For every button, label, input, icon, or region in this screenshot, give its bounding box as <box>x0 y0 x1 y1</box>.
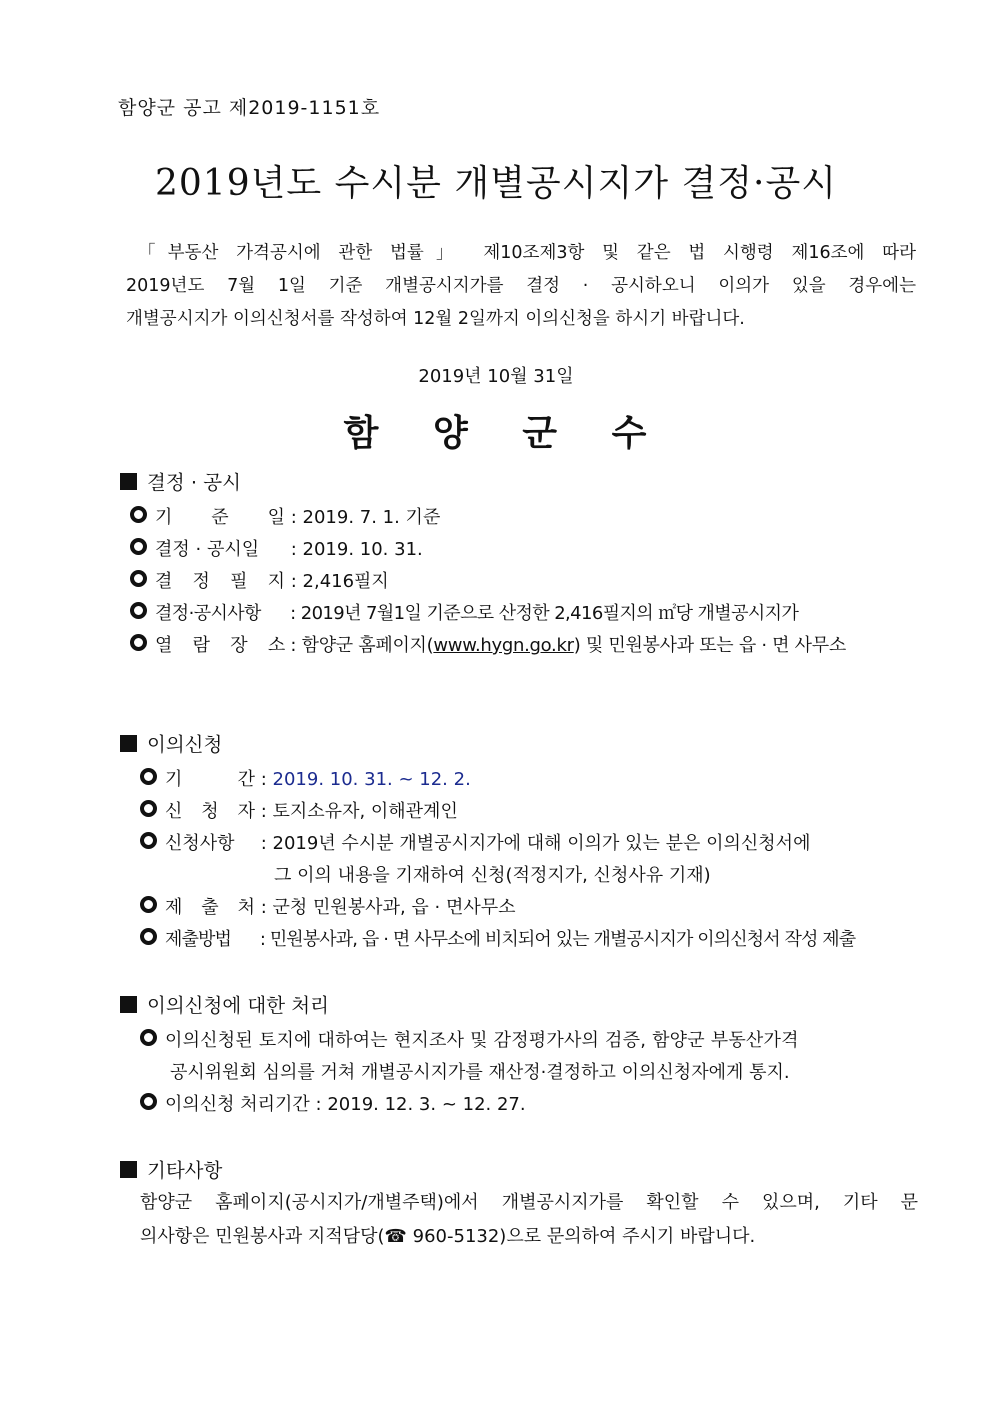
item-label: 제 출 처 <box>165 897 255 918</box>
paragraph-line: 함양군 홈페이지(공시지가/개별주택)에서 개별공시지가를 확인할 수 있으며, 기타 문 <box>140 1192 918 1213</box>
circle-bullet-icon <box>130 602 147 619</box>
section-heading-text: 기타사항 <box>147 1159 223 1182</box>
item-label: 제출방법 <box>165 929 231 950</box>
list-item: 열 람 장 소 : 함양군 홈페이지(www.hygn.go.kr) 및 민원봉사과 또는 읍 · 면 사무소 <box>130 631 846 657</box>
item-value-suffix: ) 및 민원봉사과 또는 읍 · 면 사무소 <box>573 635 846 656</box>
square-bullet-icon <box>120 735 137 752</box>
item-label: 결정 · 공시일 <box>155 539 260 560</box>
item-value: 2019. 7. 1. 기준 <box>302 507 441 528</box>
circle-bullet-icon <box>140 832 157 849</box>
item-value: 민원봉사과, 읍 · 면 사무소에 비치되어 있는 개별공시지가 이의신청서 작성 제출 <box>269 929 856 950</box>
list-item <box>140 1026 920 1052</box>
announcement-date: 2019년 10월 31일 <box>418 366 574 387</box>
circle-bullet-icon <box>140 928 157 945</box>
item-text-continuation: 공시위원회 심의를 거쳐 개별공시지가를 재산정·결정하고 이의신청자에게 통지. <box>170 1062 790 1083</box>
item-label: 기 간 <box>165 769 255 790</box>
page-title: 2019년도 수시분 개별공시지가 결정·공시 <box>154 163 838 204</box>
item-value: 토지소유자, 이해관계인 <box>272 801 458 822</box>
list-item: 결정 · 공시일 : 2019. 10. 31. <box>130 535 423 561</box>
item-text: 이의신청된 토지에 대하여는 현지조사 및 감정평가사의 검증, 함양군 부동산가격 <box>165 1030 799 1051</box>
list-item: 기 준 일 : 2019. 7. 1. 기준 <box>130 503 440 529</box>
intro-paragraph <box>126 237 916 336</box>
circle-bullet-icon <box>140 896 157 913</box>
intro-line: 개별공시지가 이의신청서를 작성하여 12월 2일까지 이의신청을 하시기 바랍니다. <box>126 309 745 329</box>
list-item: 결정·공시사항 : 2019년 7월1일 기준으로 산정한 2,416필지의 ㎡당 개별공시지가 <box>130 599 798 625</box>
item-value: 군청 민원봉사과, 읍 · 면사무소 <box>272 897 516 918</box>
item-value: 2019. 10. 31. ~ 12. 2. <box>272 769 471 790</box>
circle-bullet-icon <box>140 800 157 817</box>
signer: 함 양 군 수 <box>343 413 649 454</box>
circle-bullet-icon <box>130 570 147 587</box>
square-bullet-icon <box>120 1161 137 1178</box>
circle-bullet-icon <box>140 768 157 785</box>
item-value: 2019. 10. 31. <box>302 539 423 560</box>
homepage-link[interactable]: www.hygn.go.kr <box>433 635 574 656</box>
item-value-prefix: 함양군 홈페이지( <box>301 635 434 656</box>
list-item: 신청사항 : 2019년 수시분 개별공시지가에 대해 이의가 있는 분은 이의신청서에 <box>140 829 810 855</box>
section-heading-text: 이의신청 <box>147 733 223 756</box>
item-value-continuation: 그 이의 내용을 기재하여 신청(적정지가, 신청사유 기재) <box>274 865 711 886</box>
list-item <box>140 1090 526 1116</box>
list-item: 기 간 : 2019. 10. 31. ~ 12. 2. <box>140 765 471 791</box>
intro-line: 「부동산 가격공시에 관한 법률」 제10조제3항 및 같은 법 시행령 제16조에 따라 <box>138 243 916 263</box>
intro-line: 2019년도 7월 1일 기준 개별공시지가를 결정 · 공시하오니 이의가 있을 경우에는 <box>126 276 916 296</box>
section-heading-text: 이의신청에 대한 처리 <box>147 994 329 1017</box>
item-value: 2,416필지 <box>302 571 389 592</box>
item-label: 열 람 장 소 <box>155 635 285 656</box>
section-heading-other <box>120 1155 222 1183</box>
item-label: 결 정 필 지 <box>155 571 285 592</box>
list-item: 신 청 자 : 토지소유자, 이해관계인 <box>140 797 458 823</box>
square-bullet-icon <box>120 473 137 490</box>
item-label: 신청사항 <box>165 833 235 854</box>
notice-number: 함양군 공고 제2019-1151호 <box>118 97 381 119</box>
paragraph-line: 의사항은 민원봉사과 지적담당(☎ 960-5132)으로 문의하여 주시기 바랍니다. <box>140 1226 756 1247</box>
section-heading-text: 결정 · 공시 <box>147 471 241 494</box>
list-item: 제 출 처 : 군청 민원봉사과, 읍 · 면사무소 <box>140 893 516 919</box>
circle-bullet-icon <box>130 538 147 555</box>
square-bullet-icon <box>120 996 137 1013</box>
list-item: 결 정 필 지 : 2,416필지 <box>130 567 389 593</box>
section-heading-objection <box>120 729 222 757</box>
list-item: 제출방법 : 민원봉사과, 읍 · 면 사무소에 비치되어 있는 개별공시지가 이의신청서 작성 제출 <box>140 925 855 951</box>
other-paragraph <box>140 1186 918 1254</box>
item-value: 2019년 수시분 개별공시지가에 대해 이의가 있는 분은 이의신청서에 <box>272 833 811 854</box>
circle-bullet-icon <box>130 506 147 523</box>
section-heading-decision <box>120 467 241 495</box>
item-label: 결정·공시사항 <box>155 603 261 624</box>
item-label: 신 청 자 <box>165 801 255 822</box>
circle-bullet-icon <box>130 634 147 651</box>
circle-bullet-icon <box>140 1029 157 1046</box>
item-label: 기 준 일 <box>155 507 285 528</box>
circle-bullet-icon <box>140 1093 157 1110</box>
section-heading-processing <box>120 990 329 1018</box>
item-value: 2019년 7월1일 기준으로 산정한 2,416필지의 ㎡당 개별공시지가 <box>300 603 799 624</box>
item-text: 이의신청 처리기간 : 2019. 12. 3. ~ 12. 27. <box>165 1094 526 1115</box>
